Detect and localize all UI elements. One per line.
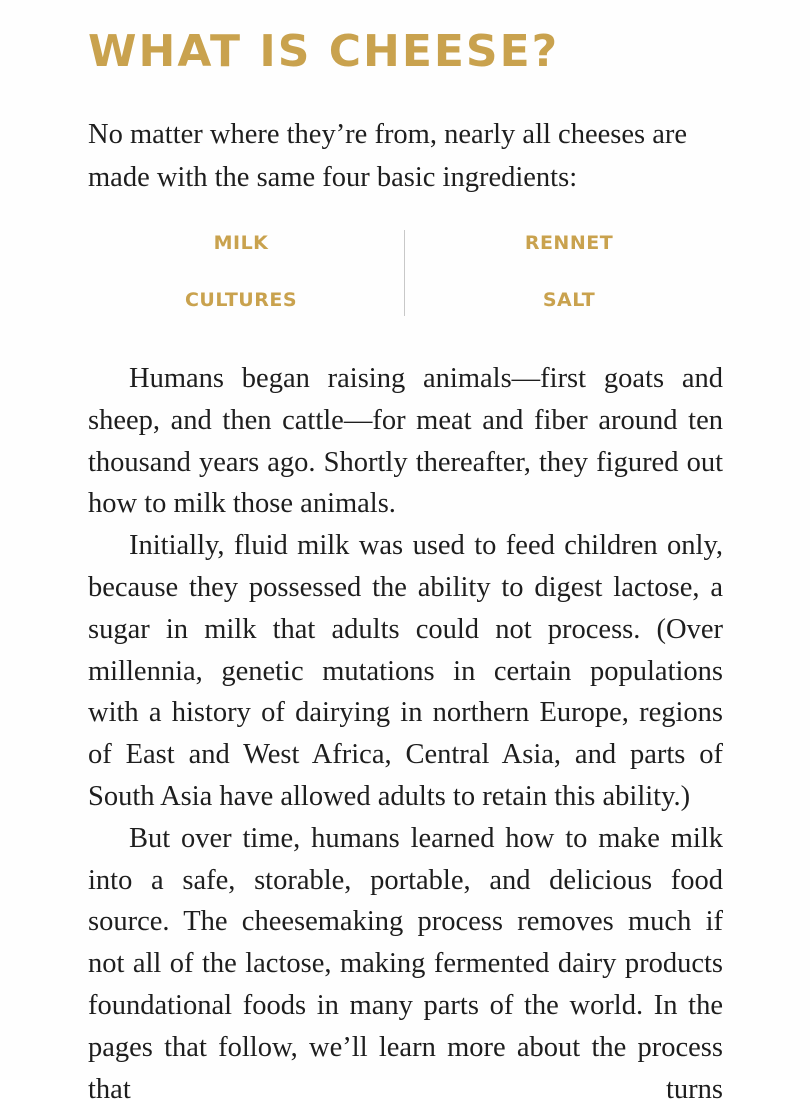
ingredient-cultures: CULTURES: [184, 289, 298, 311]
ingredient-rennet: RENNET: [524, 232, 614, 254]
body-text: [88, 358, 723, 1110]
paragraph-lactose: Initially, fluid milk was used to feed children only, because they possessed the ability to digest lactose, a sugar in milk that adults could not process. (Over millennia, genetic mutations in certain populations with a history of dairying in northern Europe, regions of East and West Africa, Central Asia, and parts of South Asia have allowed adults to retain this ability.): [88, 530, 723, 812]
intro-paragraph: No matter where they’re from, nearly all cheeses are made with the same four basic ingredients:: [88, 119, 687, 193]
ingredients-divider: [404, 230, 405, 316]
ingredient-salt: SALT: [542, 289, 596, 311]
paragraph-history: Humans began raising animals—first goats and sheep, and then cattle—for meat and fiber around ten thousand years ago. Shortly thereafter, they figured out how to milk those animals.: [88, 363, 723, 520]
page-title: WHAT IS CHEESE?: [88, 26, 560, 77]
ingredient-milk: MILK: [213, 232, 269, 254]
paragraph-cheesemaking: But over time, humans learned how to make milk into a safe, storable, portable, and delicious food source. The cheesemaking process removes much if not all of the lactose, making fermented dairy products foundational foods in many parts of the world. In the pages that follow, we’ll learn more about the process that turns: [88, 822, 723, 1105]
ingredients-list: [88, 230, 728, 316]
